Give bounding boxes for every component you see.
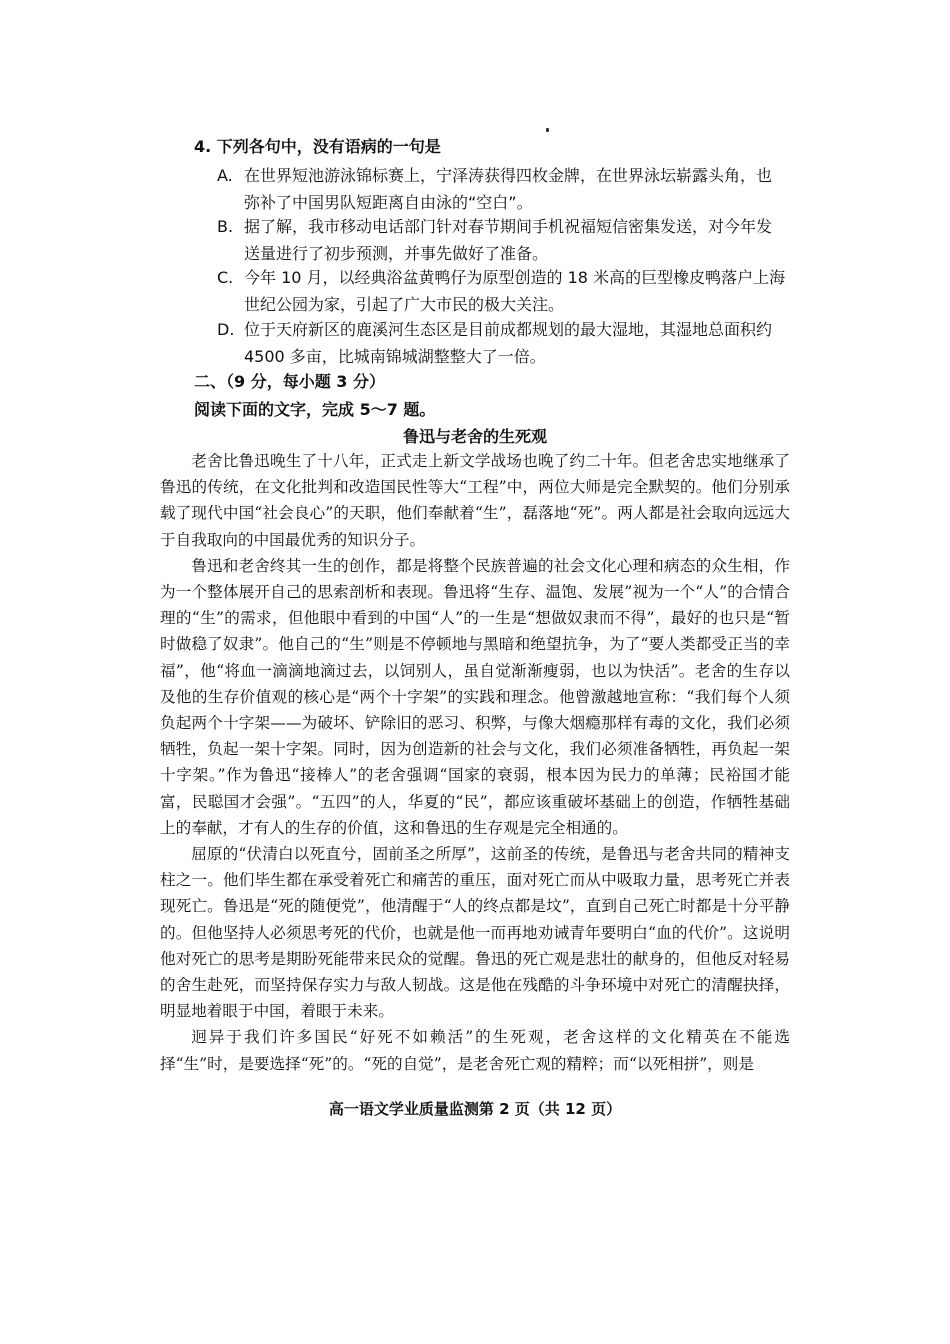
section-2-instruction: 阅读下面的文字，完成 5～7 题。 bbox=[194, 400, 436, 419]
section-2-heading: 二、（9 分，每小题 3 分） bbox=[194, 372, 385, 391]
article-paragraph-2: 鲁迅和老舍终其一生的创作，都是将整个民族普遍的社会文化心理和病态的众生相，作为一个整体展开自己的思索剖析和表现。鲁迅将“生存、温饱、发展”视为一个“人”的合情合理的“生”的需求，但他眼中看到的中国“人”的一生是“想做奴隶而不得”，最好的也只是“暂时做稳了奴隶”。他自己的“生”则是不停顿地与黑暗和绝望抗争，为了“要人类都受正当的幸福”，他“将血一滴滴地滴过去，以饲别人，虽自觉渐渐瘦弱，也以为快活”。老舍的生存以及他的生存价值观的核心是“两个十字架”的实践和理念。他曾激越地宣称：“我们每个人须负起两个十字架——为破坏、铲除旧的恶习、积弊，与像大烟瘾那样有毒的文化，我们必须牺牲，负起一架十字架。同时，因为创造新的社会与文化，我们必须准备牺牲，再负起一架十字架。”作为鲁迅“接棒人”的老舍强调“国家的衰弱，根本因为民力的单薄；民裕国才能富，民聪国才会强”。“五四”的人，华夏的“民”，都应该重破坏基础上的创造，作牺牲基础上的奉献，才有人的生存的价值，这和鲁迅的生存观是完全相通的。 bbox=[160, 556, 790, 837]
option-label: D. bbox=[217, 320, 235, 339]
option-text-line1: 位于天府新区的鹿溪河生态区是目前成都规划的最大湿地，其湿地总面积约 bbox=[244, 320, 773, 339]
page-footer: 高一语文学业质量监测第 2 页（共 12 页） bbox=[328, 1100, 622, 1118]
option-text-line2: 弥补了中国男队短距离自由泳的“空白”。 bbox=[244, 193, 533, 212]
option-text-line1: 今年 10 月，以经典浴盆黄鸭仔为原型创造的 18 米高的巨型橡皮鸭落户上海 bbox=[244, 268, 786, 287]
article-paragraph-1: 老舍比鲁迅晚生了十八年，正式走上新文学战场也晚了约二十年。但老舍忠实地继承了鲁迅的传统，在文化批判和改造国民性等大“工程”中，两位大师是完全默契的。他们分别承载了现代中国“社会良心”的天职，他们奉献着“生”，磊落地“死”。两人都是社会取向远远大于自我取向的中国最优秀的知识分子。 bbox=[160, 452, 790, 549]
scan-speck bbox=[546, 128, 549, 132]
article-title: 鲁迅与老舍的生死观 bbox=[402, 427, 547, 446]
option-label: B. bbox=[217, 217, 234, 236]
option-b bbox=[217, 213, 787, 267]
option-d bbox=[217, 316, 787, 370]
article-paragraph-3: 屈原的“伏清白以死直兮，固前圣之所厚”，这前圣的传统，是鲁迅与老舍共同的精神支柱之一。他们毕生都在承受着死亡和痛苦的重压，面对死亡而从中吸取力量，思考死亡并表现死亡。鲁迅是“死的随便党”，他清醒于“人的终点都是坟”，直到自己死亡时都是十分平静的。但他坚持人必须思考死的代价，也就是他一而再地劝诫青年要明白“血的代价”。这说明他对死亡的思考是期盼死能带来民众的觉醒。鲁迅的死亡观是悲壮的献身的，但他反对轻易的舍生赴死，而坚持保存实力与敌人韧战。这是他在残酷的斗争环境中对死亡的清醒抉择，明显地着眼于中国，着眼于未来。 bbox=[160, 845, 790, 1021]
option-label: A. bbox=[217, 166, 233, 185]
option-text-line2: 4500 多亩，比城南锦城湖整整大了一倍。 bbox=[244, 347, 546, 366]
question-4-stem: 4. 下列各句中，没有语病的一句是 bbox=[194, 137, 441, 156]
option-text-line1: 据了解，我市移动电话部门针对春节期间手机祝福短信密集发送，对今年发 bbox=[244, 217, 773, 236]
option-c bbox=[217, 264, 787, 318]
option-label: C. bbox=[217, 268, 234, 287]
option-text-line2: 世纪公园为家，引起了广大市民的极大关注。 bbox=[244, 295, 565, 314]
article-paragraph-4: 迥异于我们许多国民“好死不如赖活”的生死观，老舍这样的文化精英在不能选择“生”时，是要选择“死”的。“死的自觉”，是老舍死亡观的精粹；而“以死相拼”，则是 bbox=[160, 1028, 790, 1073]
article-body bbox=[160, 448, 790, 1077]
option-a bbox=[217, 162, 787, 216]
option-text-line2: 送量进行了初步预测，并事先做好了准备。 bbox=[244, 244, 549, 263]
option-text-line1: 在世界短池游泳锦标赛上，宁泽涛获得四枚金牌，在世界泳坛崭露头角，也 bbox=[244, 166, 773, 185]
